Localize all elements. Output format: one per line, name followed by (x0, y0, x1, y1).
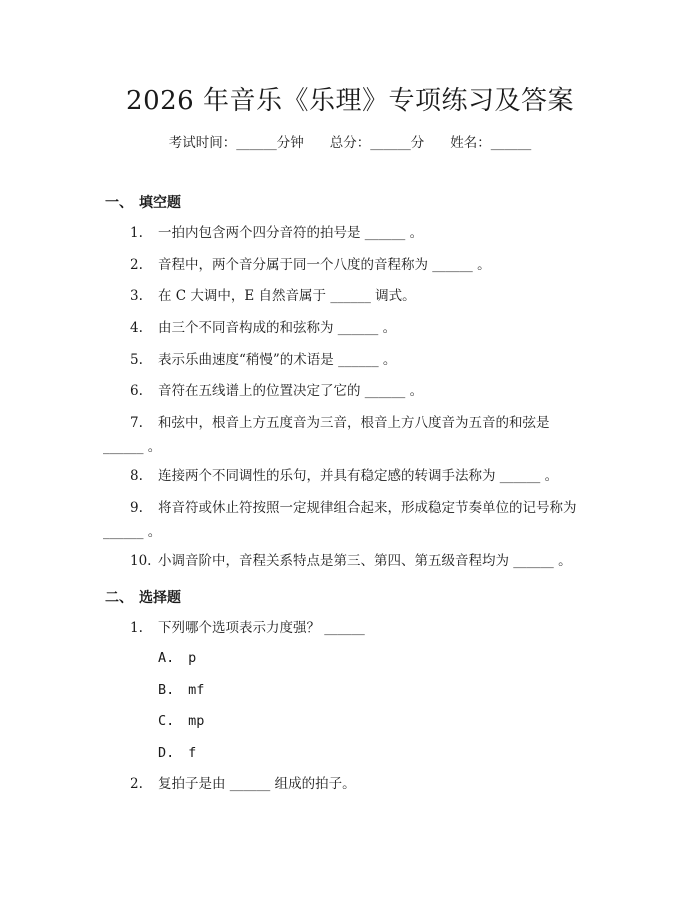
option-text: p (188, 650, 197, 666)
question-number: 3. (130, 288, 143, 304)
section-fill-in-blank (105, 192, 181, 212)
question-text: 连接两个不同调性的乐句，并具有稳定感的转调手法称为 ______ 。 (158, 468, 559, 484)
section-title: 选择题 (139, 590, 181, 606)
option-text: mf (188, 682, 205, 698)
question-text: 在 C 大调中，E 自然音属于 ______ 调式。 (158, 288, 416, 304)
question-number: 9. (130, 500, 143, 516)
question-text: 一拍内包含两个四分音符的拍号是 ______ 。 (158, 225, 424, 241)
option-text: mp (188, 713, 205, 729)
question-number: 5. (130, 352, 143, 368)
question-item (130, 348, 600, 372)
choice-option-b (158, 682, 204, 698)
exam-meta (0, 131, 700, 151)
question-number: 1. (130, 225, 143, 241)
option-label: C. (158, 713, 175, 729)
question-item (130, 379, 600, 403)
question-item (130, 253, 600, 277)
question-item (130, 221, 600, 245)
question-number: 6. (130, 383, 143, 399)
option-label: D. (158, 745, 175, 761)
option-label: B. (158, 682, 175, 698)
option-label: A. (158, 650, 175, 666)
section-multiple-choice (105, 587, 181, 607)
total-score-label: 总分：______分 (329, 135, 425, 151)
question-item (103, 496, 600, 544)
choice-option-c (158, 713, 204, 729)
question-item (130, 316, 600, 340)
question-text: 复拍子是由 ______ 组成的拍子。 (158, 776, 356, 792)
question-item (130, 284, 600, 308)
section-title: 填空题 (139, 195, 181, 211)
question-text-continued: ______ 。 (103, 524, 162, 540)
question-item (130, 772, 600, 796)
question-number: 4. (130, 320, 143, 336)
question-text: 由三个不同音构成的和弦称为 ______ 。 (158, 320, 397, 336)
question-text: 音程中，两个音分属于同一个八度的音程称为 ______ 。 (158, 257, 491, 273)
question-item (103, 411, 600, 459)
question-text: 表示乐曲速度“稍慢”的术语是 ______ 。 (158, 352, 397, 368)
question-number: 2. (130, 776, 143, 792)
section-number: 一、 (105, 195, 133, 211)
question-text: 小调音阶中，音程关系特点是第三、第四、第五级音程均为 ______ 。 (158, 553, 572, 569)
question-text: 音符在五线谱上的位置决定了它的 ______ 。 (158, 383, 424, 399)
document-title: 2026 年音乐《乐理》专项练习及答案 (126, 86, 574, 116)
question-number: 10. (130, 553, 152, 569)
exam-time-label: 考试时间：______分钟 (168, 135, 304, 151)
question-text: 将音符或休止符按照一定规律组合起来，形成稳定节奏单位的记号称为 (158, 500, 577, 516)
question-text: 下列哪个选项表示力度强？ ______ (158, 620, 365, 636)
question-number: 1. (130, 620, 143, 636)
student-name-label: 姓名：______ (450, 135, 532, 151)
question-item (130, 616, 600, 640)
question-text-continued: ______ 。 (103, 439, 162, 455)
question-number: 2. (130, 257, 143, 273)
choice-option-d (158, 745, 196, 761)
question-item (130, 464, 600, 488)
question-number: 8. (130, 468, 143, 484)
section-number: 二、 (105, 590, 133, 606)
option-text: f (188, 745, 197, 761)
question-number: 7. (130, 415, 143, 431)
choice-option-a (158, 650, 196, 666)
question-item (130, 549, 600, 573)
question-text: 和弦中，根音上方五度音为三音，根音上方八度音为五音的和弦是 (158, 415, 550, 431)
